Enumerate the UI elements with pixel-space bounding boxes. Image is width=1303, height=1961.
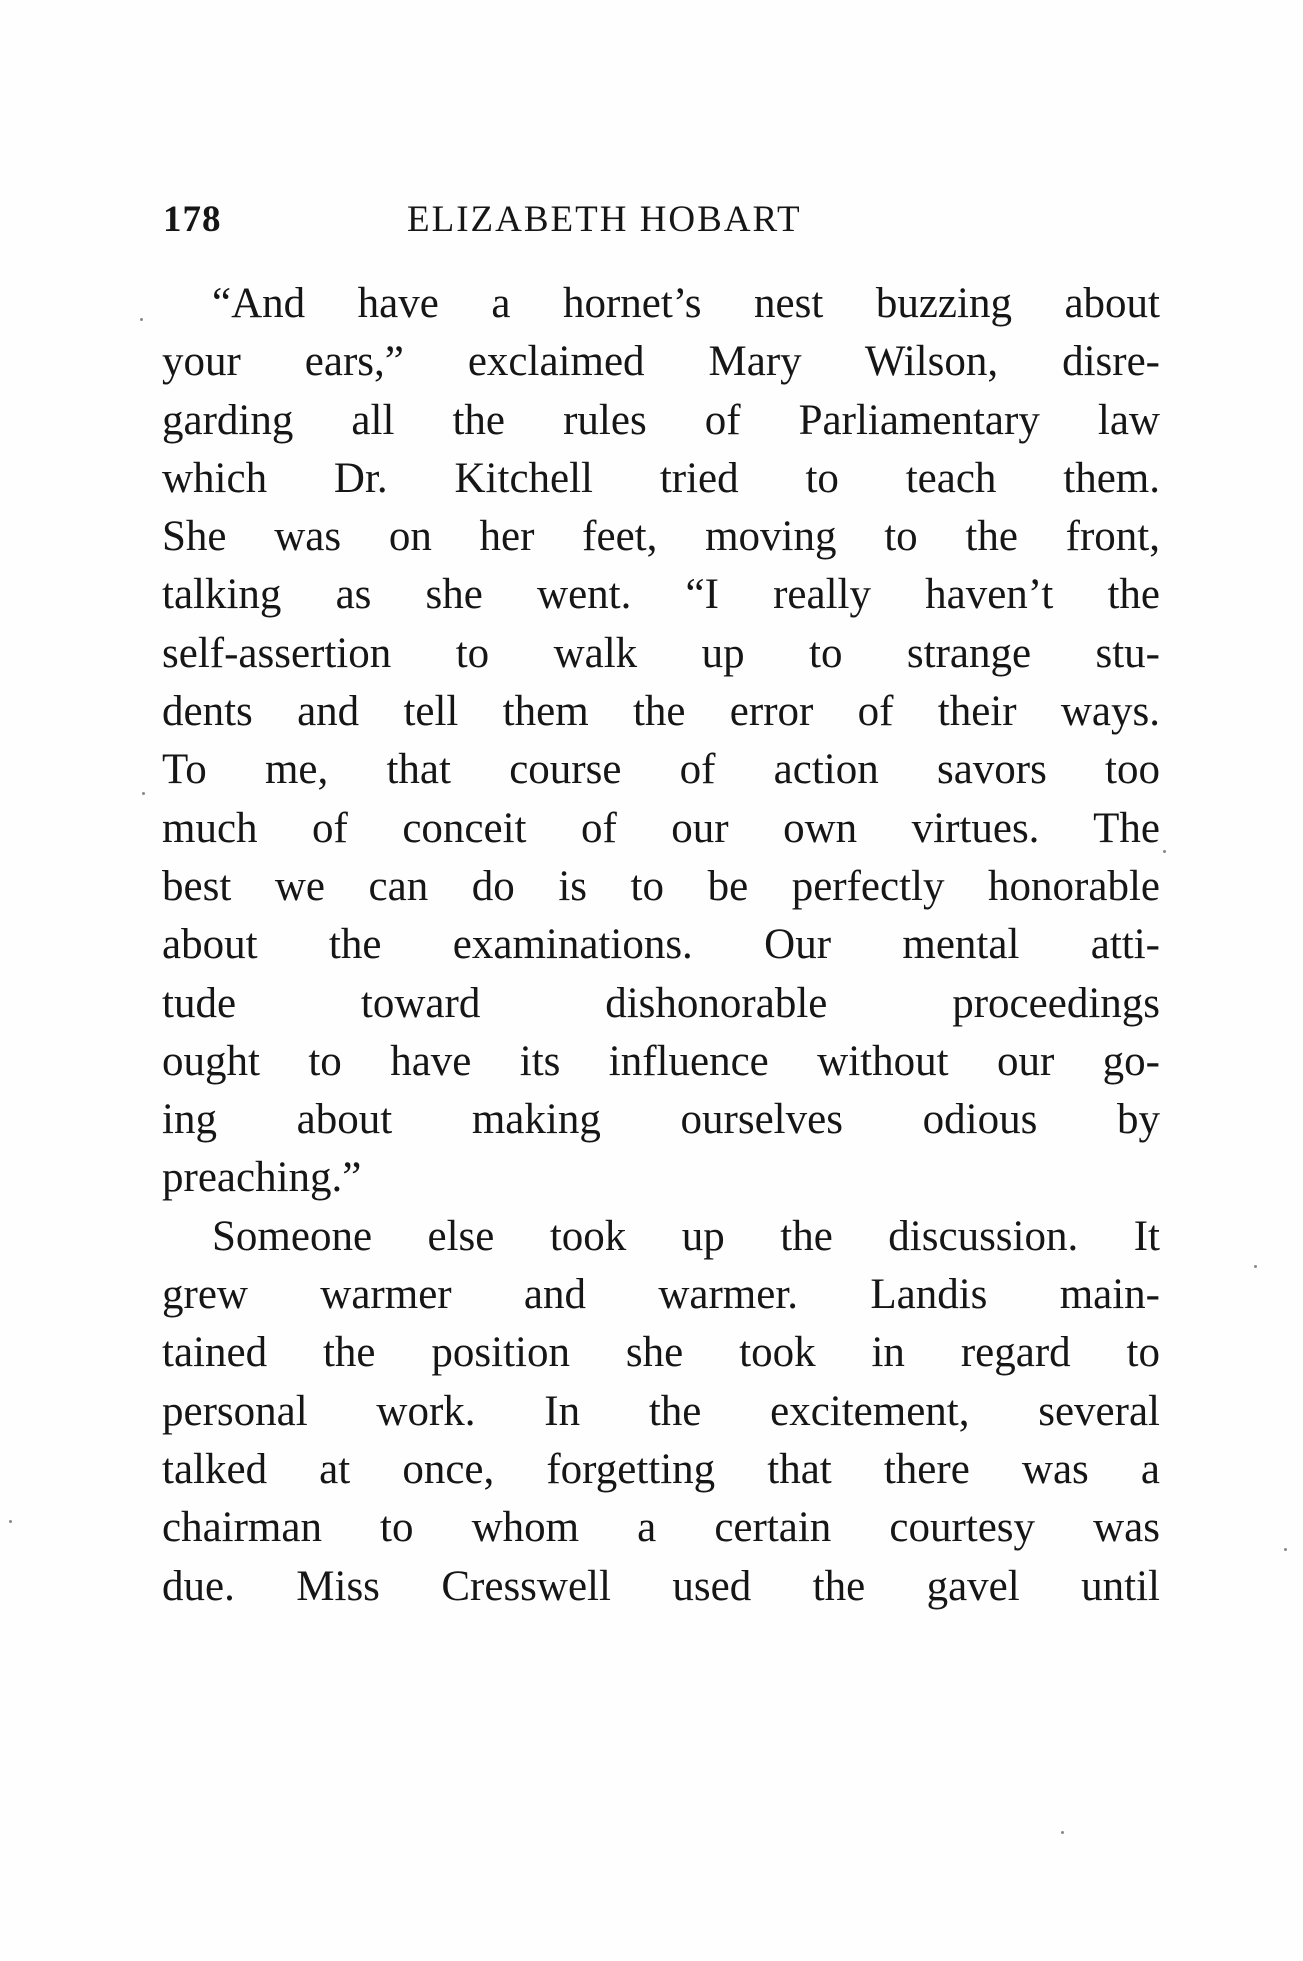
paper-speck	[1254, 1265, 1257, 1268]
paper-speck	[1061, 1831, 1064, 1834]
text-line: “And have a hornet’s nest buzzing about	[212, 280, 1160, 327]
body-text	[162, 275, 1160, 1616]
text-line: garding all the rules of Parliamentary law	[162, 396, 1160, 444]
text-line: your ears,” exclaimed Mary Wilson, disre-	[162, 338, 1160, 386]
text-line: tained the position she took in regard to	[162, 1329, 1160, 1377]
text-line: preaching.”	[162, 1154, 362, 1202]
text-line: ought to have its influence without our go-	[162, 1037, 1160, 1085]
paper-speck	[1284, 1548, 1287, 1551]
text-line: talking as she went. “I really haven’t the	[162, 571, 1160, 619]
text-line: tude toward dishonorable proceedings	[162, 979, 1160, 1027]
text-line: Someone else took up the discussion. It	[212, 1212, 1160, 1260]
text-line: self-assertion to walk up to strange stu-	[162, 629, 1160, 677]
text-line: much of conceit of our own virtues. The	[162, 804, 1160, 852]
text-line: talked at once, forgetting that there was a	[162, 1445, 1160, 1493]
text-line: To me, that course of action savors too	[162, 746, 1160, 794]
paper-speck	[140, 318, 143, 321]
text-line: personal work. In the excitement, several	[162, 1387, 1160, 1435]
text-line: ing about making ourselves odious by	[162, 1096, 1160, 1144]
paragraph-2	[162, 1208, 1160, 1616]
paper-speck	[142, 792, 145, 795]
paper-speck	[9, 1520, 12, 1523]
running-head	[163, 198, 1160, 242]
text-line: chairman to whom a certain courtesy was	[162, 1504, 1160, 1552]
text-line: which Dr. Kitchell tried to teach them.	[162, 454, 1160, 502]
paper-speck	[1163, 850, 1166, 853]
paragraph-1	[162, 275, 1160, 1208]
text-line: grew warmer and warmer. Landis main-	[162, 1271, 1160, 1319]
text-line: dents and tell them the error of their ways.	[162, 688, 1160, 736]
text-line: due. Miss Cresswell used the gavel until	[162, 1562, 1160, 1610]
text-line: best we can do is to be perfectly honorable	[162, 862, 1160, 910]
page-number: 178	[163, 199, 222, 240]
text-line: about the examinations. Our mental atti-	[162, 921, 1160, 969]
running-title: ELIZABETH HOBART	[407, 199, 802, 240]
text-line: She was on her feet, moving to the front,	[162, 513, 1160, 561]
